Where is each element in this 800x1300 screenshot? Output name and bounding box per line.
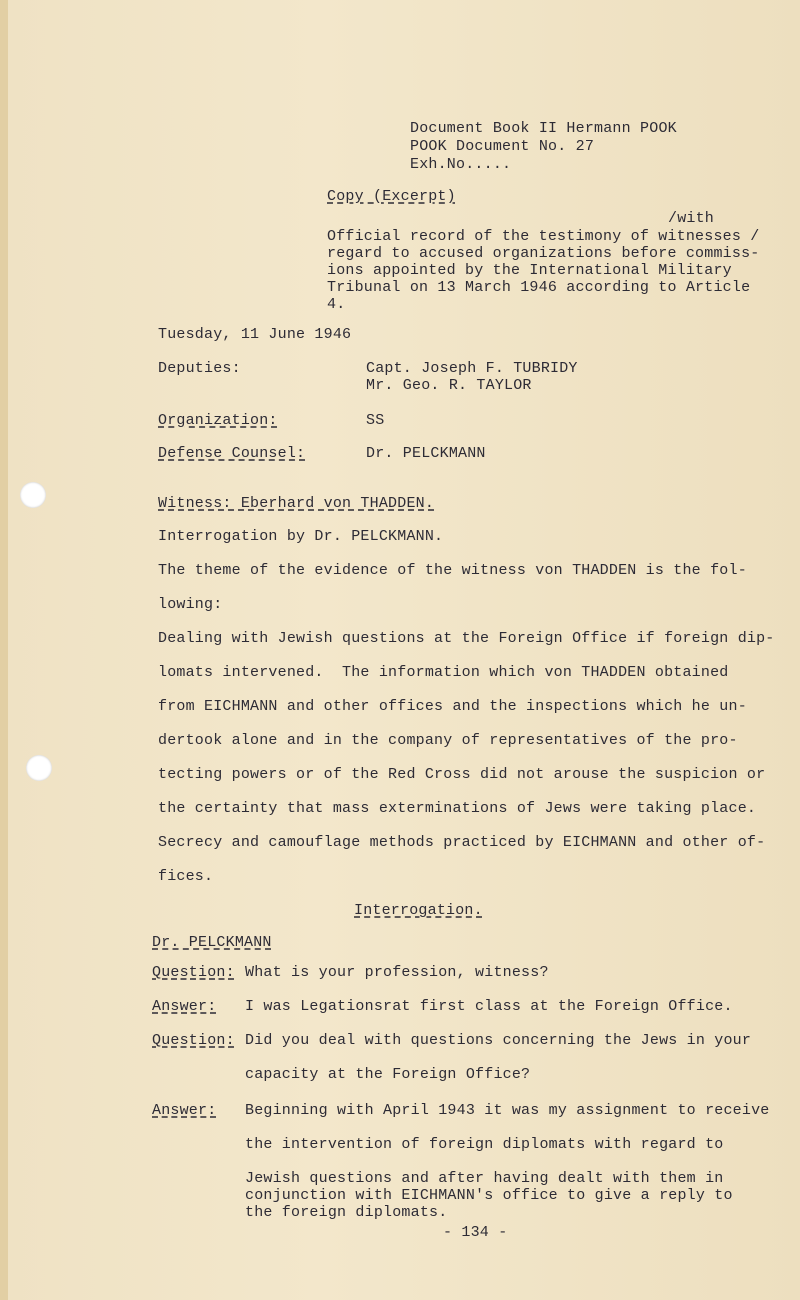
- deputies-label: Deputies:: [158, 360, 241, 377]
- organization-value: SS: [366, 412, 385, 429]
- punch-hole-icon: [20, 482, 46, 508]
- question-label: Question:: [152, 964, 235, 981]
- record-line: Official record of the testimony of witnesses /: [327, 228, 760, 245]
- header-document-line: POOK Document No. 27: [410, 138, 595, 155]
- record-line: Tribunal on 13 March 1946 according to Article: [327, 279, 751, 296]
- record-line: ions appointed by the International Military: [327, 262, 732, 279]
- answer-label: Answer:: [152, 1102, 217, 1119]
- answer-text: the foreign diplomats.: [245, 1204, 448, 1221]
- summary-line: tecting powers or of the Red Cross did not arouse the suspicion or: [158, 766, 766, 783]
- page-edge: [0, 0, 8, 1300]
- summary-line: the certainty that mass exterminations of Jews were taking place.: [158, 800, 757, 817]
- speaker-label: Dr. PELCKMANN: [152, 934, 272, 951]
- copy-excerpt-label: Copy (Excerpt): [327, 188, 456, 205]
- summary-line: Dealing with Jewish questions at the Foreign Office if foreign dip-: [158, 630, 775, 647]
- organization-label: Organization:: [158, 412, 278, 429]
- answer-text: I was Legationsrat first class at the Foreign Office.: [245, 998, 733, 1015]
- question-text: capacity at the Foreign Office?: [245, 1066, 531, 1083]
- summary-line: fices.: [158, 868, 214, 885]
- header-book-line: Document Book II Hermann POOK: [410, 120, 677, 137]
- answer-text: the intervention of foreign diplomats with regard to: [245, 1136, 724, 1153]
- witness-heading: Witness: Eberhard von THADDEN.: [158, 495, 435, 512]
- summary-line: lomats intervened. The information which von THADDEN obtained: [158, 664, 729, 681]
- summary-line: from EICHMANN and other offices and the inspections which he un-: [158, 698, 747, 715]
- question-text: Did you deal with questions concerning the Jews in your: [245, 1032, 752, 1049]
- answer-text: Jewish questions and after having dealt with them in: [245, 1170, 724, 1187]
- header-exhibit-line: Exh.No.....: [410, 156, 512, 173]
- summary-line: Secrecy and camouflage methods practiced by EICHMANN and other of-: [158, 834, 766, 851]
- summary-line: lowing:: [158, 596, 223, 613]
- record-line: regard to accused organizations before commiss-: [327, 245, 760, 262]
- hearing-date: Tuesday, 11 June 1946: [158, 326, 352, 343]
- answer-label: Answer:: [152, 998, 217, 1015]
- record-line: 4.: [327, 296, 346, 313]
- defense-counsel-label: Defense Counsel:: [158, 445, 306, 462]
- defense-counsel-value: Dr. PELCKMANN: [366, 445, 486, 462]
- punch-hole-icon: [26, 755, 52, 781]
- deputy-name: Mr. Geo. R. TAYLOR: [366, 377, 532, 394]
- page-number: - 134 -: [443, 1224, 508, 1241]
- summary-line: dertook alone and in the company of representatives of the pro-: [158, 732, 738, 749]
- answer-text: conjunction with EICHMANN's office to give a reply to: [245, 1187, 733, 1204]
- interrogation-heading: Interrogation.: [354, 902, 483, 919]
- answer-text: Beginning with April 1943 it was my assignment to receive: [245, 1102, 770, 1119]
- question-label: Question:: [152, 1032, 235, 1049]
- deputy-name: Capt. Joseph F. TUBRIDY: [366, 360, 578, 377]
- interrogation-by: Interrogation by Dr. PELCKMANN.: [158, 528, 444, 545]
- record-line: /with: [668, 210, 715, 227]
- question-text: What is your profession, witness?: [245, 964, 549, 981]
- summary-line: The theme of the evidence of the witness von THADDEN is the fol-: [158, 562, 747, 579]
